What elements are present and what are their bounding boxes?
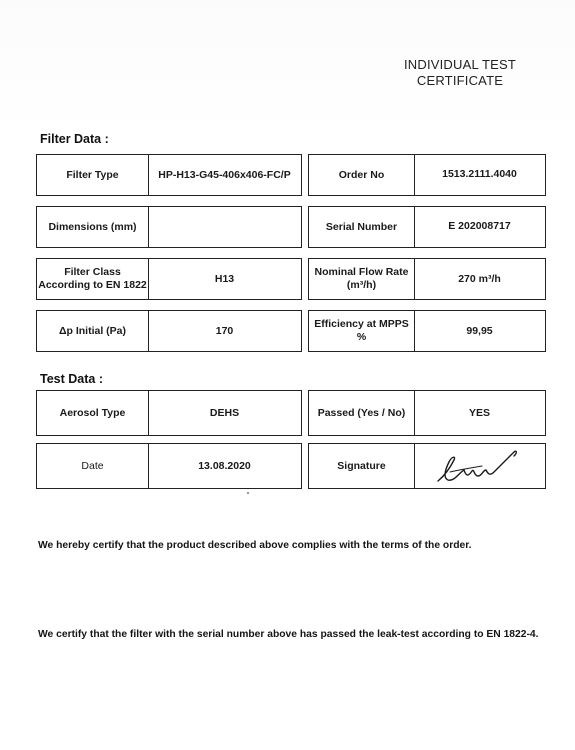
- certificate-title: [380, 57, 540, 89]
- test-data-heading: Test Data :: [40, 372, 103, 386]
- title-line-2: CERTIFICATE: [416, 73, 504, 88]
- filter-class-value: H13: [214, 272, 235, 285]
- filter-data-heading: Filter Data :: [40, 132, 109, 146]
- aerosol-type-box: [36, 390, 302, 436]
- dp-initial-label: Δp Initial (Pa): [37, 311, 149, 351]
- nominal-flow-value: 270 m³/h: [458, 272, 501, 285]
- signature-label: Signature: [309, 444, 415, 488]
- filter-type-value: HP-H13-G45-406x406-FC/P: [158, 168, 291, 181]
- nominal-flow-box: [308, 258, 546, 300]
- aerosol-type-value: DEHS: [209, 406, 240, 419]
- order-no-value: 1513.2111.4040: [442, 168, 517, 180]
- dimensions-value: [149, 207, 300, 247]
- dp-initial-box: [36, 310, 302, 352]
- test-row-date-signature: [36, 443, 546, 489]
- efficiency-box: [308, 310, 546, 352]
- nominal-flow-label: Nominal Flow Rate (m³/h): [309, 259, 415, 299]
- filter-row-type-order: [36, 154, 546, 196]
- dimensions-label: Dimensions (mm): [37, 207, 149, 247]
- serial-number-box: [308, 206, 546, 248]
- filter-type-box: [36, 154, 302, 196]
- order-no-box: [308, 154, 546, 196]
- signature-box: [308, 443, 546, 489]
- aerosol-type-label: Aerosol Type: [37, 391, 149, 435]
- serial-number-label: Serial Number: [309, 207, 415, 247]
- dp-initial-value: 170: [215, 324, 234, 337]
- date-box: [36, 443, 302, 489]
- dimensions-box: [36, 206, 302, 248]
- stray-mark: [247, 492, 249, 494]
- filter-row-dimensions-serial: [36, 206, 546, 248]
- filter-row-dp-efficiency: [36, 310, 546, 352]
- filter-class-box: [36, 258, 302, 300]
- passed-value: YES: [468, 406, 490, 419]
- order-no-label: Order No: [309, 155, 415, 195]
- passed-box: [308, 390, 546, 436]
- serial-number-value: E 202008717: [448, 220, 511, 232]
- order-compliance-statement: We hereby certify that the product described above complies with the terms of the order.: [38, 540, 472, 551]
- passed-label: Passed (Yes / No): [309, 391, 415, 435]
- efficiency-value: 99,95: [466, 324, 493, 337]
- date-label: Date: [37, 444, 149, 488]
- filter-type-label: Filter Type: [37, 155, 149, 195]
- efficiency-label: Efficiency at MPPS %: [309, 311, 415, 351]
- title-line-1: INDIVIDUAL TEST: [403, 57, 517, 72]
- signature-graphic: [430, 446, 530, 486]
- date-value: 13.08.2020: [198, 459, 251, 472]
- test-row-aerosol-passed: [36, 390, 546, 436]
- signature-value: [415, 444, 544, 488]
- filter-row-class-flow: [36, 258, 546, 300]
- leak-test-statement: We certify that the filter with the serial number above has passed the leak-test according to EN 1822-4.: [38, 629, 539, 640]
- filter-class-label: Filter Class According to EN 1822: [37, 259, 149, 299]
